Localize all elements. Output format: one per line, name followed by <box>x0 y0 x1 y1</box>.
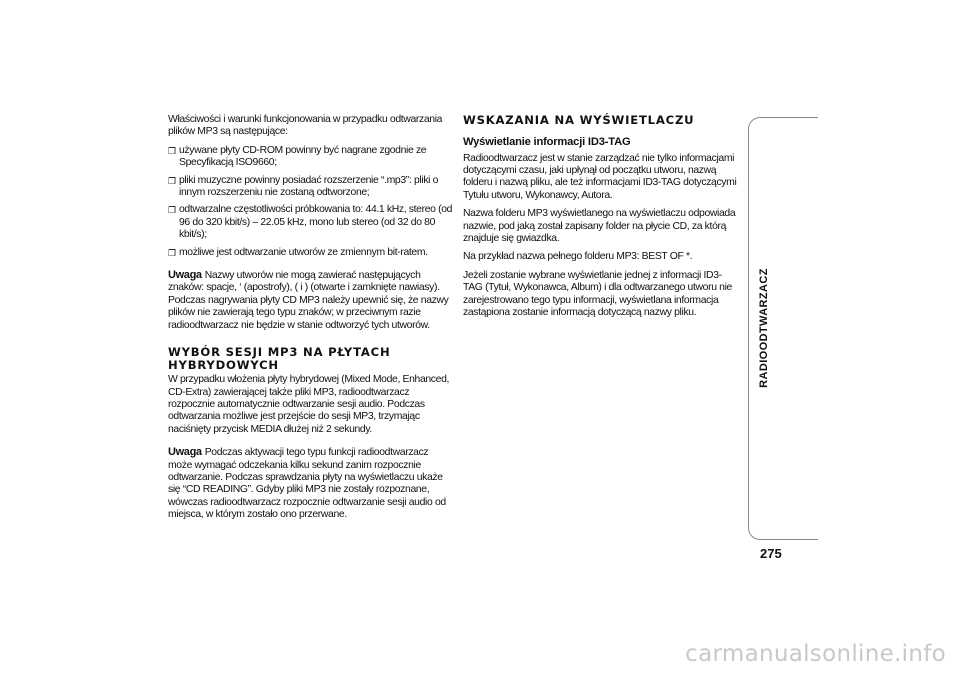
checkbox-bullet-icon: ❐ <box>168 175 177 186</box>
body-paragraph: Na przykład nazwa pełnego folderu MP3: BEST OF *. <box>463 251 693 263</box>
note-paragraph <box>168 269 453 332</box>
checkbox-bullet-icon: ❐ <box>168 247 177 258</box>
note-label: Uwaga <box>168 269 202 282</box>
checkbox-bullet-icon: ❐ <box>168 205 177 216</box>
bullet-text: możliwe jest odtwarzanie utworów ze zmiennym bit-ratem. <box>179 246 428 258</box>
body-paragraph: Jeżeli zostanie wybrane wyświetlanie jednej z informacji ID3-TAG (Tytuł, Wykonawca, Album) i dla odtwarzanego utworu nie zarejestrowano tego typu informacji, wyświetlana informacja zastąpiona zostanie informacją dotyczącą nazwy pliku. <box>463 269 732 318</box>
bullet-item <box>168 204 453 241</box>
note-text: Podczas aktywacji tego typu funkcji radioodtwarzacz może wymagać odczekania kilku sekund zanim rozpocznie odtwarzanie. Podczas sprawdzania płyty na wyświetlaczu ukaże się “CD READING”. Gdyby pliki MP3 nie zostały rozpoznane, wówczas radioodtwarzacz rozpocznie odtwarzanie sesji audio od miejsca, w którym zostało ono przerwane. <box>168 447 446 521</box>
note-paragraph <box>168 446 453 521</box>
watermark: carmanualsonline.info <box>685 641 946 667</box>
bullet-item <box>168 175 453 200</box>
section-heading: WYBÓR SESJI MP3 NA PŁYTACH HYBRYDOWYCH <box>168 345 391 372</box>
bullet-text: pliki muzyczne powinny posiadać rozszerzenie “.mp3”: pliki o innym rozszerzeniu nie zostaną odtworzone; <box>179 174 439 199</box>
checkbox-bullet-icon: ❐ <box>168 145 177 156</box>
left-column <box>168 114 453 528</box>
bullet-item <box>168 145 453 170</box>
note-label: Uwaga <box>168 446 202 459</box>
note-text: Nazwy utworów nie mogą zawierać następujących znaków: spacje, ‘ (apostrofy), ( i ) (otwarte i zamknięte nawiasy). Podczas nagrywania płyty CD MP3 należy upewnić się, że nazwy plików nie zawierają tego typu znaków; w przeciwnym razie radioodtwarzacz nie będzie w stanie odtworzyć tych utworów. <box>168 270 449 331</box>
bullet-text: odtwarzalne częstotliwości próbkowania to: 44.1 kHz, stereo (od 96 do 320 kbit/s) – 22.05 kHz, mono lub stereo (od 32 do 80 kbit/s); <box>179 204 453 241</box>
intro-paragraph: Właściwości i warunki funkcjonowania w przypadku odtwarzania plików MP3 są następujące: <box>168 114 443 138</box>
subsection-heading: Wyświetlanie informacji ID3-TAG <box>463 135 631 148</box>
right-column <box>463 114 741 325</box>
section-tab-label: RADIOODTWARZACZ <box>758 268 770 388</box>
page-number: 275 <box>760 546 782 561</box>
body-paragraph: Radioodtwarzacz jest w stanie zarządzać nie tylko informacjami dotyczącymi czasu, jaki upłynął od początku utworu, nazwą folderu i nazwą pliku, ale też informacjami ID3-TAG dotyczącymi Tytułu utworu, Wykonawcy, Autora. <box>463 152 737 201</box>
section-heading: WSKAZANIA NA WYŚWIETLACZU <box>463 113 695 127</box>
body-paragraph: Nazwa folderu MP3 wyświetlanego na wyświetlaczu odpowiada nazwie, pod jaką został zapisany folder na płycie CD, za którą znajduje się gwiazdka. <box>463 208 736 244</box>
bullet-text: używane płyty CD-ROM powinny być nagrane zgodnie ze Specyfikacją ISO9660; <box>179 144 427 169</box>
hybrid-paragraph: W przypadku włożenia płyty hybrydowej (Mixed Mode, Enhanced, CD-Extra) zawierającej także pliki MP3, radioodtwarzacz rozpocznie automatycznie odtwarzanie sesji audio. Podczas odtwarzania możliwe jest przejście do sesji MP3, trzymając naciśnięty przycisk MEDIA dłużej niż 2 sekundy. <box>168 374 450 435</box>
bullet-item <box>168 247 453 259</box>
